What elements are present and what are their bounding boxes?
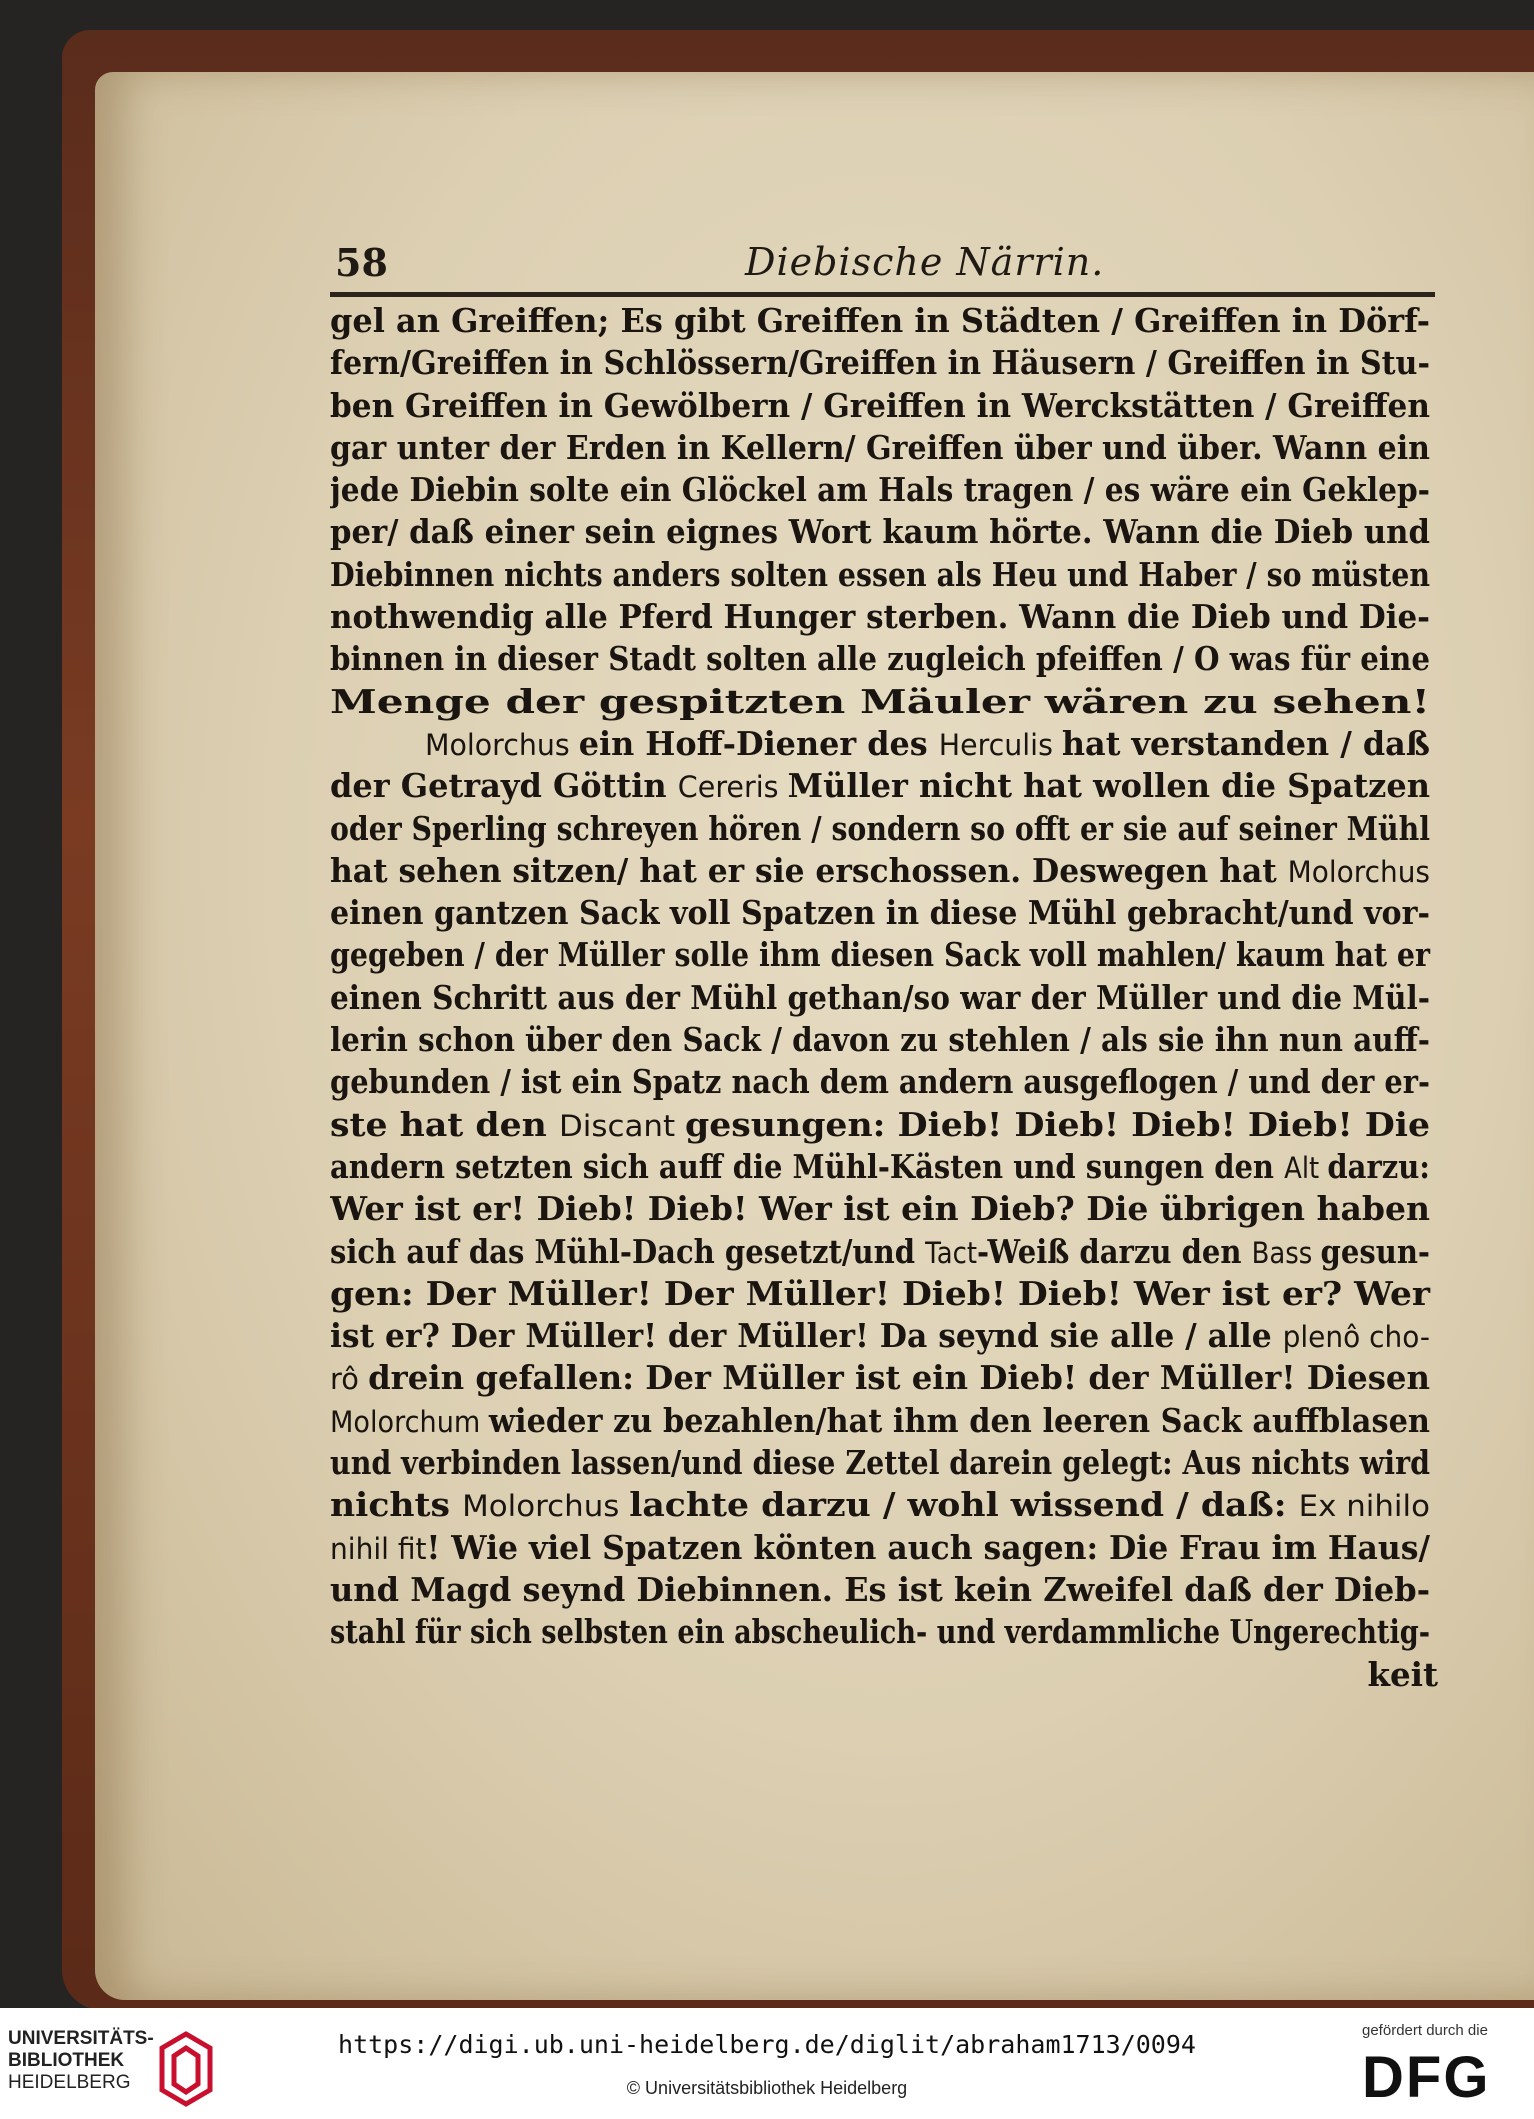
running-head (335, 240, 1435, 290)
text-line (330, 1019, 1438, 1061)
text-segment: -Weiß darzu den (976, 1231, 1252, 1271)
text-segment: gebunden / ist ein Spatz nach dem andern ausgeflogen / und der er- (330, 1062, 1430, 1102)
running-head-title: Diebische Närrin. (745, 240, 1105, 284)
text-segment: darzu: (1327, 1146, 1430, 1186)
text-line (330, 1273, 1438, 1315)
text-line (330, 342, 1438, 384)
antiqua-word: Alt (1284, 1150, 1328, 1185)
text-segment: nichts (330, 1485, 463, 1525)
antiqua-word: Molorchus (1287, 854, 1430, 889)
text-segment: Menge der gespitzten Mäuler wären zu sehen! (330, 681, 1430, 721)
text-segment: drein gefallen: Der Müller ist ein Dieb! der Müller! Diesen (368, 1358, 1430, 1398)
antiqua-word: Ex nihilo (1298, 1489, 1430, 1524)
text-line (330, 1315, 1438, 1357)
text-segment: gesun- (1320, 1231, 1430, 1271)
text-line (330, 1231, 1438, 1273)
antiqua-word: Herculis (938, 727, 1062, 762)
text-segment: und verbinden lassen/und diese Zettel darein gelegt: Aus nichts wird (330, 1443, 1430, 1483)
dfg-logo[interactable]: DFG (1362, 2045, 1491, 2110)
text-segment: stahl für sich selbsten ein abscheulich- und verdammliche Ungerechtig- (330, 1612, 1430, 1652)
text-segment: lachte darzu / wohl wissend / daß: (629, 1485, 1299, 1525)
text-line (330, 1484, 1438, 1526)
text-line (330, 1357, 1438, 1399)
text-segment: oder Sperling schreyen hören / sondern so offt er sie auf seiner Mühl (330, 808, 1430, 848)
text-segment: ste hat den (330, 1104, 559, 1144)
antiqua-word: Bass (1251, 1235, 1321, 1270)
text-segment: und Magd seynd Diebinnen. Es ist kein Zweifel daß der Dieb- (330, 1569, 1430, 1609)
body-text (330, 300, 1438, 1696)
text-line (330, 1611, 1438, 1653)
header-rule (330, 292, 1435, 297)
text-segment: nothwendig alle Pferd Hunger sterben. Wann die Dieb und Die- (330, 597, 1430, 637)
text-segment: lerin schon über den Sack / davon zu stehlen / als sie ihn nun auff- (330, 1020, 1430, 1060)
library-name-line1: UNIVERSITÄTS- (8, 2028, 154, 2049)
text-line (330, 681, 1438, 723)
text-line (330, 765, 1438, 807)
text-line (330, 977, 1438, 1019)
text-segment: Wer ist er! Dieb! Dieb! Wer ist ein Dieb? Die übrigen haben (330, 1189, 1430, 1229)
text-segment: gar unter der Erden in Kellern/ Greiffen über und über. Wann ein (330, 427, 1430, 467)
text-segment: keit (1367, 1654, 1438, 1694)
text-segment: jede Diebin solte ein Glöckel am Hals tragen / es wäre ein Geklep- (330, 470, 1430, 510)
text-segment: ben Greiffen in Gewölbern / Greiffen in Werckstätten / Greiffen (330, 385, 1430, 425)
antiqua-word: Molorchum (330, 1404, 489, 1439)
text-segment: der Getrayd Göttin (330, 766, 678, 806)
text-segment: einen Schritt aus der Mühl gethan/so war der Müller und die Mül- (330, 977, 1430, 1017)
text-line (330, 850, 1438, 892)
text-line (330, 1104, 1438, 1146)
antiqua-word: rô (330, 1362, 369, 1397)
antiqua-word: plenô cho- (1282, 1320, 1430, 1355)
text-line (330, 554, 1438, 596)
text-segment: hat verstanden / daß (1061, 723, 1430, 763)
text-segment: ! Wie viel Spatzen könten auch sagen: Die Frau im Haus/ (426, 1527, 1430, 1567)
text-segment: wieder zu bezahlen/hat ihm den leeren Sack auffblasen (488, 1400, 1430, 1440)
text-line (330, 1061, 1438, 1103)
text-segment: Müller nicht hat wollen die Spatzen (787, 766, 1430, 806)
text-line (330, 469, 1438, 511)
text-line (330, 638, 1438, 680)
text-segment: einen gantzen Sack voll Spatzen in diese Mühl gebracht/und vor- (330, 893, 1430, 933)
text-line (330, 511, 1438, 553)
text-line (330, 385, 1438, 427)
funder-block (1362, 2022, 1522, 2112)
text-line (330, 1146, 1438, 1188)
antiqua-word: nihil fit (330, 1531, 427, 1566)
text-line (330, 300, 1438, 342)
text-segment: ist er? Der Müller! der Müller! Da seynd sie alle / alle (330, 1316, 1283, 1356)
text-segment: gegeben / der Müller solle ihm diesen Sack voll mahlen/ kaum hat er (330, 935, 1430, 975)
text-line (330, 934, 1438, 976)
funding-note: gefördert durch die (1362, 2022, 1488, 2039)
text-line (330, 1569, 1438, 1611)
text-line (330, 723, 1438, 765)
permalink-url[interactable]: https://digi.ub.uni-heidelberg.de/diglit/abraham1713/0094 (338, 2030, 1196, 2059)
text-segment: binnen in dieser Stadt solten alle zugleich pfeiffen / O was für eine (330, 639, 1430, 679)
text-line (330, 1442, 1438, 1484)
text-segment: hat sehen sitzen/ hat er sie erschossen. Deswegen hat (330, 850, 1288, 890)
antiqua-word: Molorchus (462, 1489, 630, 1524)
text-segment: fern/Greiffen in Schlössern/Greiffen in Häusern / Greiffen in Stu- (330, 343, 1430, 383)
antiqua-word: Discant (558, 1108, 685, 1143)
page-number: 58 (335, 240, 388, 285)
text-segment: gesungen: Dieb! Dieb! Dieb! Dieb! Die (684, 1104, 1430, 1144)
text-segment: per/ daß einer sein eignes Wort kaum hörte. Wann die Dieb und (330, 512, 1430, 552)
text-line (330, 892, 1438, 934)
text-segment: ein Hoff-Diener des (578, 723, 939, 763)
text-line (330, 1400, 1438, 1442)
text-segment: gen: Der Müller! Der Müller! Dieb! Dieb! Wer ist er? Wer (330, 1273, 1430, 1313)
text-line (330, 1527, 1438, 1569)
antiqua-word: Molorchus (425, 727, 579, 762)
viewer-footer (0, 2008, 1534, 2119)
text-line (330, 808, 1438, 850)
text-segment: andern setzten sich auff die Mühl-Kästen und sungen den (330, 1146, 1285, 1186)
text-segment: gel an Greiffen; Es gibt Greiffen in Städten / Greiffen in Dörf- (330, 301, 1430, 340)
copyright-notice: © Universitätsbibliothek Heidelberg (626, 2078, 908, 2098)
antiqua-word: Tact (925, 1235, 977, 1270)
text-line (330, 1188, 1438, 1230)
text-segment: Diebinnen nichts anders solten essen als Heu und Haber / so müsten (330, 554, 1430, 594)
text-line (330, 596, 1438, 638)
library-name-line3: HEIDELBERG (8, 2072, 131, 2093)
text-segment: sich auf das Mühl-Dach gesetzt/und (330, 1231, 926, 1271)
text-line (330, 1654, 1438, 1696)
antiqua-word: Cereris (677, 770, 788, 805)
library-name-line2: BIBLIOTHEK (8, 2050, 125, 2071)
text-line (330, 427, 1438, 469)
